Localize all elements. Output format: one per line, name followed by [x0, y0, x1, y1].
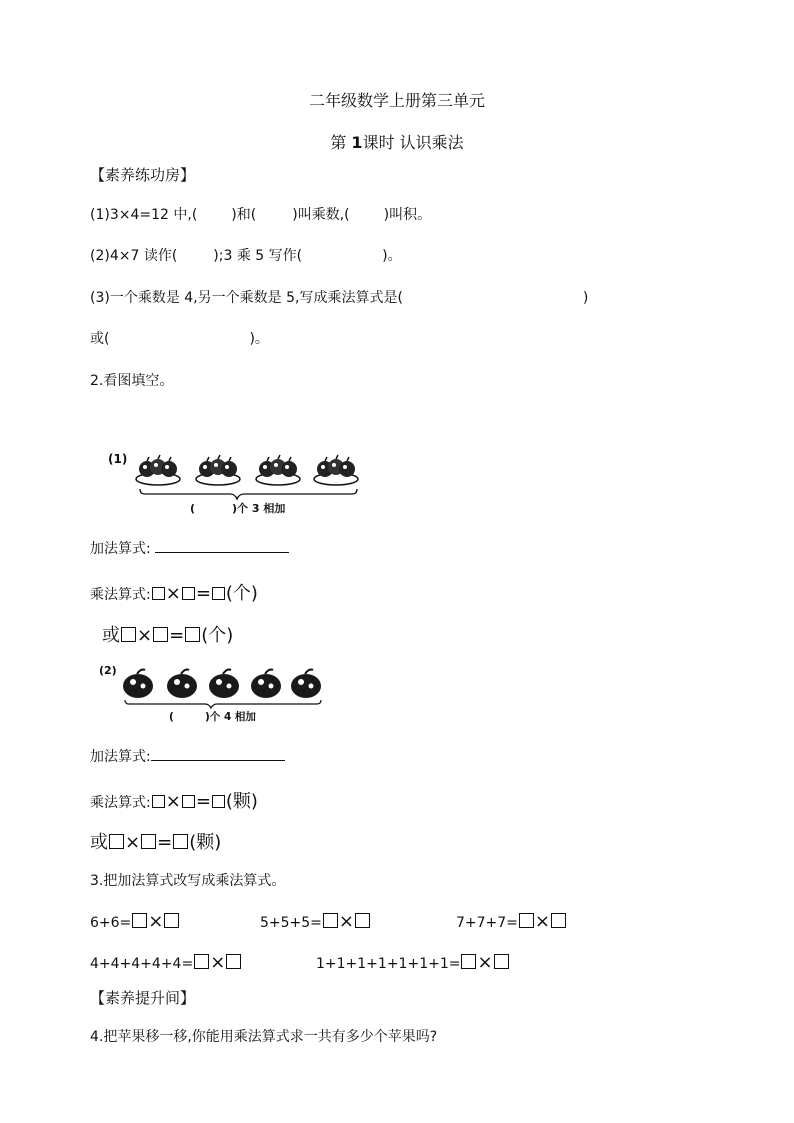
- answer-box[interactable]: [173, 834, 188, 849]
- or-line-2: 或 × = (颗): [90, 832, 222, 853]
- answer-box[interactable]: [185, 627, 200, 642]
- question-4-title: 4.把苹果移一移,你能用乘法算式求一共有多少个苹果吗?: [90, 1029, 438, 1045]
- multiplication-line-2: 乘法算式: × = (颗): [90, 791, 258, 812]
- answer-box[interactable]: [212, 795, 225, 808]
- apple-group-icon: [291, 670, 321, 699]
- apple-plate-icon: [196, 455, 240, 485]
- figure-1-caption: )个 3 相加: [232, 502, 286, 515]
- figure-1-label: (1): [108, 452, 128, 466]
- answer-box[interactable]: [182, 587, 195, 600]
- addition-line-1: 加法算式:: [90, 537, 289, 558]
- question-1-2: (2)4×7 读作( );3 乘 5 写作( )。: [90, 248, 402, 264]
- or-line-1: 或 × = (个): [102, 625, 234, 646]
- question-1-1: (1)3×4=12 中,( )和( )叫乘数,( )叫积。: [90, 207, 432, 223]
- conversion-item: 6+6= ×: [90, 911, 180, 932]
- answer-box[interactable]: [121, 627, 136, 642]
- conversion-item: 1+1+1+1+1+1+1= ×: [316, 952, 510, 973]
- figure-2-caption-open: (: [169, 711, 174, 723]
- answer-box[interactable]: [152, 795, 165, 808]
- multiplication-line-1: 乘法算式: × = (个): [90, 583, 258, 604]
- lesson-suffix: 课时 认识乘法: [362, 133, 464, 152]
- answer-box[interactable]: [109, 834, 124, 849]
- conversion-item: 5+5+5= ×: [260, 911, 371, 932]
- figure-2-label: (2): [99, 664, 117, 677]
- section-heading-practice: 【素养练功房】: [90, 166, 196, 184]
- apple-plate-icon: [314, 455, 358, 485]
- lesson-prefix: 第: [330, 133, 352, 152]
- lesson-number: 1: [351, 133, 363, 152]
- brace-icon: [125, 700, 321, 708]
- section-heading-advanced: 【素养提升间】: [90, 989, 196, 1007]
- question-1-3-or: 或( )。: [90, 331, 269, 347]
- answer-blank[interactable]: [151, 745, 285, 761]
- question-3-title: 3.把加法算式改写成乘法算式。: [90, 873, 286, 889]
- figure-1-caption-open: (: [190, 502, 196, 515]
- question-1-3: (3)一个乘数是 4,另一个乘数是 5,写成乘法算式是( ): [90, 290, 589, 306]
- brace-icon: [140, 489, 357, 499]
- answer-box[interactable]: [212, 587, 225, 600]
- apple-group-icon: [209, 670, 239, 699]
- figure-2-caption: )个 4 相加: [205, 711, 256, 723]
- figure-apple-groups: [95, 660, 335, 725]
- question-2-title: 2.看图填空。: [90, 373, 174, 389]
- apple-group-icon: [123, 670, 153, 699]
- answer-blank[interactable]: [155, 537, 289, 553]
- page-title: 二年级数学上册第三单元: [308, 91, 485, 110]
- addition-line-2: 加法算式:: [90, 745, 285, 766]
- conversion-item: 4+4+4+4+4= ×: [90, 952, 242, 973]
- answer-box[interactable]: [153, 627, 168, 642]
- answer-box[interactable]: [152, 587, 165, 600]
- apple-group-icon: [251, 670, 281, 699]
- answer-box[interactable]: [141, 834, 156, 849]
- answer-box[interactable]: [182, 795, 195, 808]
- lesson-title: [0, 130, 794, 153]
- apple-plate-icon: [256, 455, 300, 485]
- conversion-item: 7+7+7= ×: [456, 911, 567, 932]
- apple-group-icon: [167, 670, 197, 699]
- figure-apple-plates: [100, 445, 370, 520]
- apple-plate-icon: [136, 455, 180, 485]
